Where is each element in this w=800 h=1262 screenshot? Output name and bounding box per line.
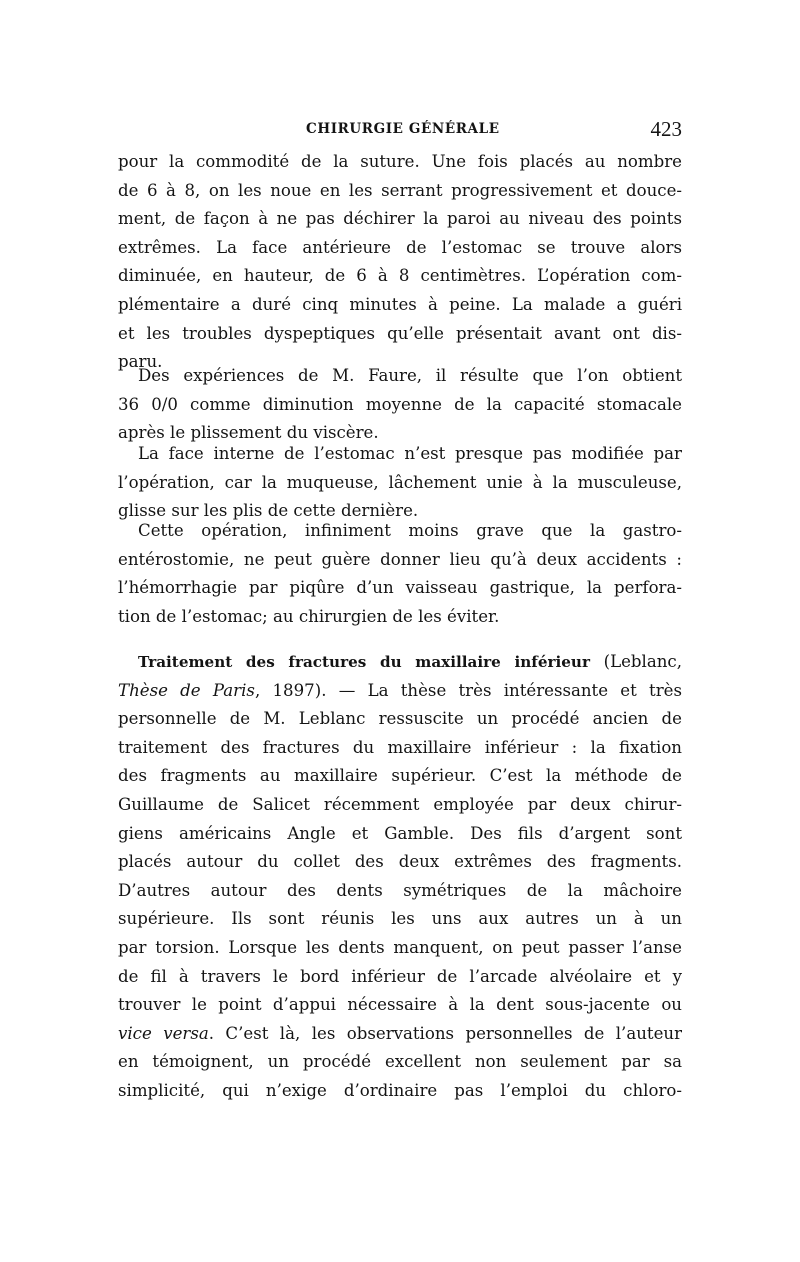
page-number: 423 (650, 117, 682, 141)
text-line: glisse sur les plis de cette dernière. (118, 501, 419, 521)
citation-title: Thèse de Paris (118, 680, 255, 700)
text-line: l’opération, car la muqueuse, lâchement unie à la musculeuse, (118, 472, 682, 492)
text-line: par torsion. Lorsque les dents manquent, on peut passer l’anse (118, 937, 682, 957)
text-line: en témoignent, un procédé excellent non seulement par sa (118, 1052, 682, 1072)
text-line: giens américains Angle et Gamble. Des fils d’argent sont (118, 823, 682, 843)
text-line: ment, de façon à ne pas déchirer la paroi au niveau des points (118, 209, 682, 229)
text-line: diminuée, en hauteur, de 6 à 8 centimètres. L’opération com- (118, 266, 682, 286)
running-header (118, 117, 682, 145)
text-line: Des expériences de M. Faure, il résulte que l’on obtient (138, 366, 682, 385)
text-line: de fil à travers le bord inférieur de l’arcade alvéolaire et y (118, 966, 682, 986)
text-line: l’hémorrhagie par piqûre d’un vaisseau gastrique, la perfora- (118, 578, 682, 598)
article-fractures (118, 648, 682, 1106)
text-line: paru. (118, 352, 163, 372)
text-line: entérostomie, ne peut guère donner lieu qu’à deux accidents : (118, 549, 682, 569)
article-heading: Traitement des fractures du maxillaire inférieur (138, 653, 590, 671)
article-heading-rest: (Leblanc, (589, 652, 682, 671)
citation-rest: , 1897). — La thèse très intéressante et très (254, 680, 682, 700)
article-citation-line (118, 677, 682, 706)
paragraph-operation (118, 517, 682, 631)
text-line: Guillaume de Salicet récemment employée par deux chirur- (118, 794, 682, 814)
text-line: D’autres autour des dents symétriques de la mâchoire (118, 880, 682, 900)
latin-phrase: vice versa (118, 1023, 209, 1043)
text-line: traitement des fractures du maxillaire inférieur : la fixation (118, 737, 682, 757)
text-line: extrêmes. La face antérieure de l’estomac se trouve alors (118, 237, 682, 257)
text-line: après le plissement du viscère. (118, 423, 379, 443)
text-line: 36 0/0 comme diminution moyenne de la capacité stomacale (118, 394, 682, 414)
paragraph-suture (118, 148, 682, 377)
text-line: personnelle de M. Leblanc ressuscite un procédé ancien de (118, 709, 682, 729)
text-line: plémentaire a duré cinq minutes à peine. La malade a guéri (118, 294, 682, 314)
text-line: de 6 à 8, on les noue en les serrant progressivement et douce- (118, 180, 682, 200)
line-rest: . C’est là, les observations personnelles de l’auteur (208, 1023, 682, 1043)
text-line: La face interne de l’estomac n’est presque pas modifiée par (138, 444, 682, 463)
text-line: des fragments au maxillaire supérieur. C’est la méthode de (118, 766, 682, 786)
text-line: simplicité, qui n’exige d’ordinaire pas l’emploi du chloro- (118, 1080, 682, 1100)
paragraph-experiences (118, 362, 682, 448)
text-line: tion de l’estomac; au chirurgien de les éviter. (118, 606, 500, 626)
text-line: Cette opération, infiniment moins grave que la gastro- (138, 521, 682, 540)
text-line: et les troubles dyspeptiques qu’elle présentait avant ont dis- (118, 323, 682, 343)
article-first-line (118, 648, 682, 677)
text-line: placés autour du collet des deux extrêmes des fragments. (118, 852, 682, 872)
text-line: supérieure. Ils sont réunis les uns aux autres un à un (118, 909, 682, 929)
text-line: pour la commodité de la suture. Une fois placés au nombre (118, 152, 682, 171)
paragraph-face-interne (118, 440, 682, 526)
running-title: CHIRURGIE GÉNÉRALE (306, 121, 500, 137)
text-line: trouver le point d’appui nécessaire à la dent sous-jacente ou (118, 995, 682, 1015)
vice-versa-line (118, 1020, 682, 1049)
